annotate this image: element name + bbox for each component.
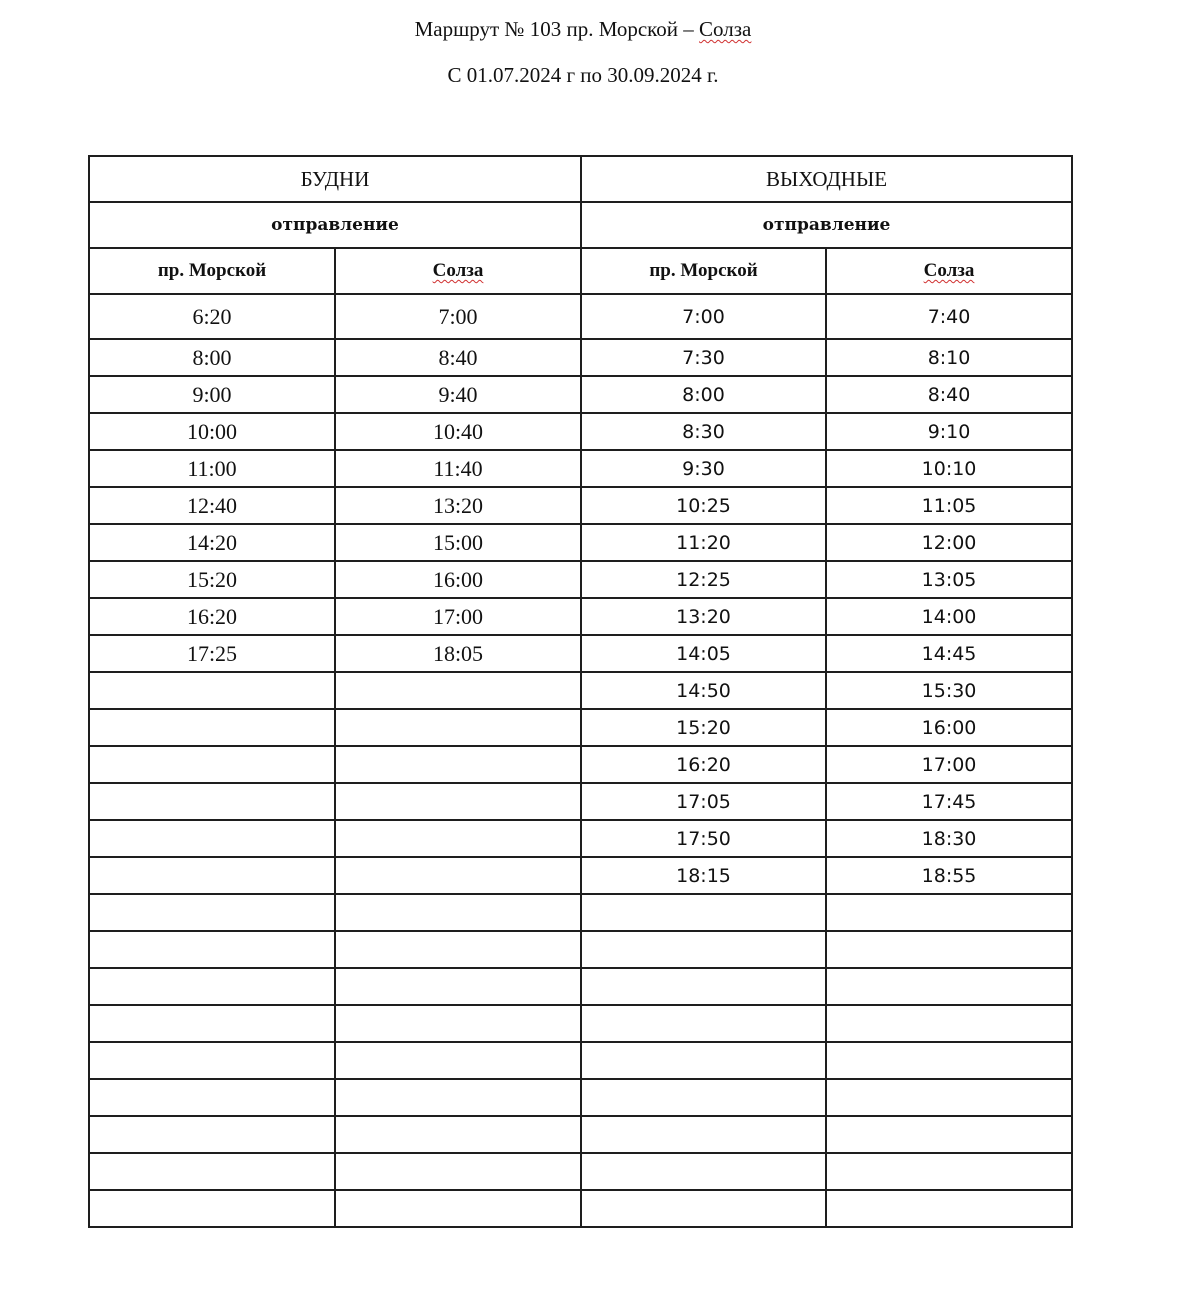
weekdays-morskoy-time bbox=[89, 931, 335, 968]
table-row bbox=[89, 1005, 1072, 1042]
weekends-morskoy-time: 8:00 bbox=[581, 376, 826, 413]
table-row bbox=[89, 931, 1072, 968]
weekdays-solza-time bbox=[335, 746, 581, 783]
weekdays-morskoy-time: 10:00 bbox=[89, 413, 335, 450]
weekends-solza-time: 11:05 bbox=[826, 487, 1072, 524]
weekends-solza-time: 10:10 bbox=[826, 450, 1072, 487]
weekdays-morskoy-time: 15:20 bbox=[89, 561, 335, 598]
weekends-solza-time: 14:45 bbox=[826, 635, 1072, 672]
weekdays-morskoy-time bbox=[89, 672, 335, 709]
weekends-solza-time bbox=[826, 1190, 1072, 1227]
weekends-solza-time: 8:10 bbox=[826, 339, 1072, 376]
weekdays-morskoy-time bbox=[89, 1190, 335, 1227]
weekends-morskoy-time: 8:30 bbox=[581, 413, 826, 450]
weekdays-solza-time bbox=[335, 894, 581, 931]
table-row bbox=[89, 450, 1072, 487]
weekdays-morskoy-time bbox=[89, 894, 335, 931]
weekends-morskoy-time: 15:20 bbox=[581, 709, 826, 746]
table-row bbox=[89, 1116, 1072, 1153]
table-row bbox=[89, 820, 1072, 857]
table-row bbox=[89, 968, 1072, 1005]
table-row bbox=[89, 672, 1072, 709]
weekdays-solza-time bbox=[335, 709, 581, 746]
weekdays-solza-time bbox=[335, 1042, 581, 1079]
weekdays-solza-time: 9:40 bbox=[335, 376, 581, 413]
weekends-morskoy-time: 14:50 bbox=[581, 672, 826, 709]
weekends-morskoy-time: 10:25 bbox=[581, 487, 826, 524]
weekdays-morskoy-time bbox=[89, 1116, 335, 1153]
weekends-solza-time bbox=[826, 1116, 1072, 1153]
weekdays-morskoy-time bbox=[89, 820, 335, 857]
table-row bbox=[89, 1153, 1072, 1190]
weekends-morskoy-time: 16:20 bbox=[581, 746, 826, 783]
table-row bbox=[89, 857, 1072, 894]
departure-header-row bbox=[89, 202, 1072, 248]
weekends-solza-time: 16:00 bbox=[826, 709, 1072, 746]
weekdays-solza-time: 16:00 bbox=[335, 561, 581, 598]
weekdays-morskoy-time: 17:25 bbox=[89, 635, 335, 672]
weekdays-morskoy-time bbox=[89, 1005, 335, 1042]
schedule-period: С 01.07.2024 г по 30.09.2024 г. bbox=[447, 63, 719, 87]
weekends-morskoy-time bbox=[581, 1005, 826, 1042]
table-row bbox=[89, 294, 1072, 339]
weekends-solza-time bbox=[826, 1079, 1072, 1116]
table-row bbox=[89, 1042, 1072, 1079]
weekends-morskoy-time: 17:05 bbox=[581, 783, 826, 820]
weekdays-morskoy-time: 11:00 bbox=[89, 450, 335, 487]
weekdays-morskoy-time bbox=[89, 746, 335, 783]
route-title bbox=[0, 17, 1166, 41]
weekdays-solza-time bbox=[335, 820, 581, 857]
weekends-morskoy-time bbox=[581, 1153, 826, 1190]
weekdays-morskoy-time: 16:20 bbox=[89, 598, 335, 635]
weekends-solza-time bbox=[826, 1005, 1072, 1042]
section-header-row bbox=[89, 156, 1072, 202]
weekdays-solza-time bbox=[335, 931, 581, 968]
weekdays-header: БУДНИ bbox=[89, 156, 581, 202]
weekdays-solza-time: 18:05 bbox=[335, 635, 581, 672]
weekends-solza-time: 7:40 bbox=[826, 294, 1072, 339]
weekdays-morskoy-time bbox=[89, 1153, 335, 1190]
weekends-solza-time: 13:05 bbox=[826, 561, 1072, 598]
schedule-table bbox=[88, 155, 1073, 1228]
weekdays-solza-time: 11:40 bbox=[335, 450, 581, 487]
table-row bbox=[89, 783, 1072, 820]
weekends-morskoy-time: 13:20 bbox=[581, 598, 826, 635]
weekdays-morskoy-time bbox=[89, 709, 335, 746]
weekdays-morskoy-time: 6:20 bbox=[89, 294, 335, 339]
weekdays-morskoy-time: 9:00 bbox=[89, 376, 335, 413]
schedule-table-body bbox=[89, 156, 1072, 1227]
weekdays-solza-time bbox=[335, 857, 581, 894]
weekends-morskoy-time bbox=[581, 931, 826, 968]
stops-header-row bbox=[89, 248, 1072, 294]
weekends-morskoy-time: 18:15 bbox=[581, 857, 826, 894]
weekdays-morskoy-time: 12:40 bbox=[89, 487, 335, 524]
weekends-morskoy-time bbox=[581, 1116, 826, 1153]
weekdays-stop-morskoy: пр. Морской bbox=[89, 248, 335, 294]
weekends-solza-time: 8:40 bbox=[826, 376, 1072, 413]
weekends-stop-solza-text: Солза bbox=[923, 260, 975, 281]
weekends-morskoy-time: 9:30 bbox=[581, 450, 826, 487]
table-row bbox=[89, 561, 1072, 598]
weekends-morskoy-time: 11:20 bbox=[581, 524, 826, 561]
weekends-departure-label: отправление bbox=[581, 202, 1072, 248]
weekdays-solza-time bbox=[335, 672, 581, 709]
weekdays-morskoy-time bbox=[89, 1042, 335, 1079]
weekends-morskoy-time bbox=[581, 968, 826, 1005]
weekdays-solza-time bbox=[335, 1190, 581, 1227]
weekdays-solza-time bbox=[335, 1079, 581, 1116]
weekdays-stop-solza-text: Солза bbox=[432, 260, 484, 281]
weekdays-solza-time bbox=[335, 968, 581, 1005]
weekends-solza-time bbox=[826, 968, 1072, 1005]
weekdays-solza-time: 8:40 bbox=[335, 339, 581, 376]
weekends-morskoy-time: 12:25 bbox=[581, 561, 826, 598]
table-row bbox=[89, 746, 1072, 783]
weekends-solza-time: 9:10 bbox=[826, 413, 1072, 450]
weekdays-solza-time bbox=[335, 783, 581, 820]
weekdays-solza-time bbox=[335, 1153, 581, 1190]
weekends-solza-time: 12:00 bbox=[826, 524, 1072, 561]
weekdays-morskoy-time bbox=[89, 783, 335, 820]
weekends-morskoy-time: 17:50 bbox=[581, 820, 826, 857]
table-row bbox=[89, 413, 1072, 450]
table-row bbox=[89, 709, 1072, 746]
weekends-morskoy-time bbox=[581, 1190, 826, 1227]
table-row bbox=[89, 635, 1072, 672]
weekends-solza-time bbox=[826, 931, 1072, 968]
weekdays-morskoy-time: 8:00 bbox=[89, 339, 335, 376]
table-row bbox=[89, 894, 1072, 931]
weekends-morskoy-time bbox=[581, 1042, 826, 1079]
weekends-solza-time: 15:30 bbox=[826, 672, 1072, 709]
table-row bbox=[89, 376, 1072, 413]
weekdays-departure-label: отправление bbox=[89, 202, 581, 248]
weekdays-solza-time: 17:00 bbox=[335, 598, 581, 635]
weekends-solza-time: 17:00 bbox=[826, 746, 1072, 783]
weekdays-morskoy-time bbox=[89, 1079, 335, 1116]
weekdays-morskoy-time: 14:20 bbox=[89, 524, 335, 561]
weekends-morskoy-time bbox=[581, 1079, 826, 1116]
weekends-solza-time bbox=[826, 1153, 1072, 1190]
weekdays-solza-time bbox=[335, 1116, 581, 1153]
route-title-prefix: Маршрут № 103 пр. Морской – bbox=[414, 17, 700, 41]
weekends-stop-solza bbox=[826, 248, 1072, 294]
weekdays-solza-time: 10:40 bbox=[335, 413, 581, 450]
table-row bbox=[89, 598, 1072, 635]
weekdays-solza-time: 15:00 bbox=[335, 524, 581, 561]
weekends-solza-time bbox=[826, 894, 1072, 931]
weekends-morskoy-time bbox=[581, 894, 826, 931]
weekdays-solza-time: 13:20 bbox=[335, 487, 581, 524]
weekends-morskoy-time: 7:00 bbox=[581, 294, 826, 339]
table-row bbox=[89, 1190, 1072, 1227]
weekdays-morskoy-time bbox=[89, 857, 335, 894]
weekends-solza-time: 18:55 bbox=[826, 857, 1072, 894]
weekends-solza-time: 14:00 bbox=[826, 598, 1072, 635]
weekdays-morskoy-time bbox=[89, 968, 335, 1005]
weekends-morskoy-time: 7:30 bbox=[581, 339, 826, 376]
weekends-solza-time bbox=[826, 1042, 1072, 1079]
weekends-morskoy-time: 14:05 bbox=[581, 635, 826, 672]
weekends-stop-morskoy: пр. Морской bbox=[581, 248, 826, 294]
table-row bbox=[89, 339, 1072, 376]
table-row bbox=[89, 524, 1072, 561]
table-row bbox=[89, 1079, 1072, 1116]
weekdays-solza-time bbox=[335, 1005, 581, 1042]
weekdays-solza-time: 7:00 bbox=[335, 294, 581, 339]
weekends-header: ВЫХОДНЫЕ bbox=[581, 156, 1072, 202]
weekends-solza-time: 18:30 bbox=[826, 820, 1072, 857]
table-row bbox=[89, 487, 1072, 524]
weekdays-stop-solza bbox=[335, 248, 581, 294]
weekends-solza-time: 17:45 bbox=[826, 783, 1072, 820]
route-title-destination: Солза bbox=[699, 17, 752, 41]
